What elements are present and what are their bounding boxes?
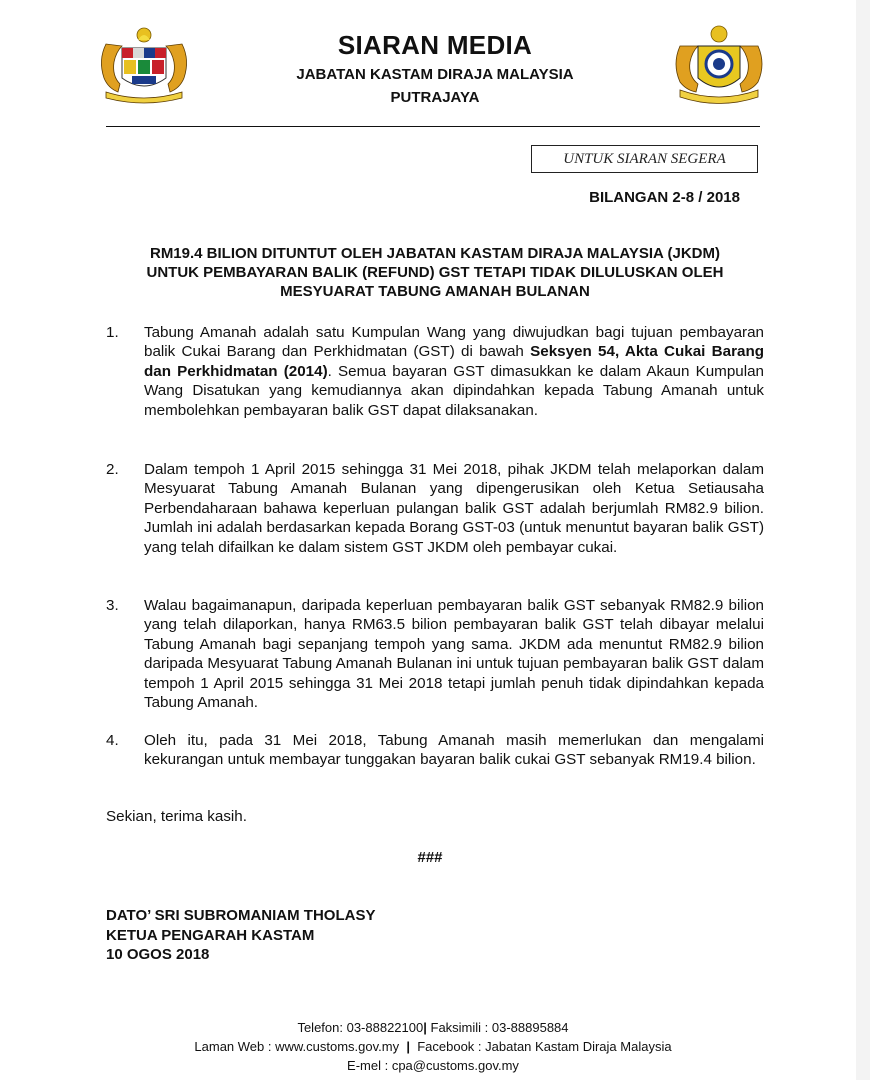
footer-phone: Telefon: 03-88822100 [297, 1020, 424, 1035]
headline-line: UNTUK PEMBAYARAN BALIK (REFUND) GST TETAPI TIDAK DILULUSKAN OLEH [146, 264, 724, 281]
paragraph-text [144, 731, 764, 770]
signature-date: 10 OGOS 2018 [106, 946, 210, 963]
department-name: JABATAN KASTAM DIRAJA MALAYSIA [296, 66, 574, 83]
paragraph-text-bold: Seksyen 54, Akta Cukai Barang dan Perkhidmatan (2014) [144, 343, 764, 380]
end-mark: ### [417, 849, 443, 866]
footer-email: E-mel : cpa@customs.gov.my [347, 1058, 519, 1073]
headline-line: RM19.4 BILION DITUNTUT OLEH JABATAN KASTAM DIRAJA MALAYSIA (JKDM) [149, 245, 720, 262]
footer-facebook: Facebook : Jabatan Kastam Diraja Malaysia [417, 1039, 672, 1054]
headline-line: MESYUARAT TABUNG AMANAH BULANAN [280, 283, 590, 300]
footer-fax: Faksimili : 03-88895884 [430, 1020, 569, 1035]
footer-web-line: Laman Web : www.customs.gov.my | Facebook : Jabatan Kastam Diraja Malaysia [194, 1039, 672, 1054]
city-name: PUTRAJAYA [390, 89, 480, 106]
release-label: UNTUK SIARAN SEGERA [531, 145, 758, 173]
reference-number: BILANGAN 2-8 / 2018 [589, 189, 740, 206]
paragraph-3 [106, 596, 764, 712]
signatory-name: DATO’ SRI SUBROMANIAM THOLASY [106, 907, 376, 924]
paragraph-text-part: Walau bagaimanapun, daripada keperluan pembayaran balik GST sebanyak RM82.9 bilion yang telah dilaporkan, hanya RM63.5 bilion pembayaran balik GST telah dibayar melalui Tabung Amanah bagi sepanjang tempoh yang sama. JKDM ada menuntut RM82.9 bilion daripada Mesyuarat Tabung Amanah Bulanan ini untuk tujuan pembayaran balik GST dalam tempoh 1 April 2015 sehingga 31 Mei 2018 tetapi jumlah penuh tidak dipindahkan kepada Tabung Amanah. [144, 597, 764, 712]
paragraph-1 [106, 323, 764, 420]
paragraph-text [144, 596, 764, 712]
page-edge [856, 0, 870, 1080]
paragraph-2 [106, 460, 764, 557]
header-divider [106, 126, 760, 127]
paragraph-text [144, 323, 764, 420]
signatory-position: KETUA PENGARAH KASTAM [106, 926, 315, 944]
closing-text: Sekian, terima kasih. [106, 808, 247, 825]
paragraph-text [144, 460, 764, 557]
paragraph-number: 3. [106, 597, 119, 614]
page-title: SIARAN MEDIA [337, 30, 533, 60]
footer-web: Laman Web : www.customs.gov.my [194, 1039, 400, 1054]
headline [100, 244, 770, 301]
paragraph-text-part: Oleh itu, pada 31 Mei 2018, Tabung Amanah masih memerlukan dan mengalami kekurangan untuk membayar tunggakan bayaran balik cukai GST sebanyak RM19.4 bilion. [144, 732, 764, 769]
paragraph-text-part: Tabung Amanah adalah satu Kumpulan Wang yang diwujudkan bagi tujuan pembayaran balik Cukai Barang dan Perkhidmatan (GST) di bawah [144, 324, 764, 361]
paragraph-number: 4. [106, 732, 119, 749]
paragraph-4 [106, 731, 764, 770]
paragraph-number: 1. [106, 324, 119, 341]
paragraph-text-part: . Semua bayaran GST dimasukkan ke dalam Akaun Kumpulan Wang Disatukan yang kemudiannya akan dipindahkan kepada Tabung Amanah untuk membolehkan pembayaran balik GST dapat dilaksanakan. [144, 362, 764, 419]
footer [0, 1018, 866, 1075]
footer-contact-line: Telefon: 03-88822100| Faksimili : 03-88895884 [297, 1020, 569, 1035]
paragraph-number: 2. [106, 461, 119, 478]
signature-block [106, 906, 375, 965]
paragraph-text-part: Dalam tempoh 1 April 2015 sehingga 31 Mei 2018, pihak JKDM telah melaporkan dalam Mesyuarat Tabung Amanah Bulanan yang dipengerusikan oleh Ketua Setiausaha Perbendaharaan bahawa keperluan pulangan balik GST adalah berjumlah RM82.9 bilion. Jumlah ini adalah berdasarkan kepada Borang GST-03 (untuk menuntut bayaran balik GST) yang telah difailkan ke dalam sistem GST JKDM oleh pembayar cukai. [144, 461, 764, 556]
